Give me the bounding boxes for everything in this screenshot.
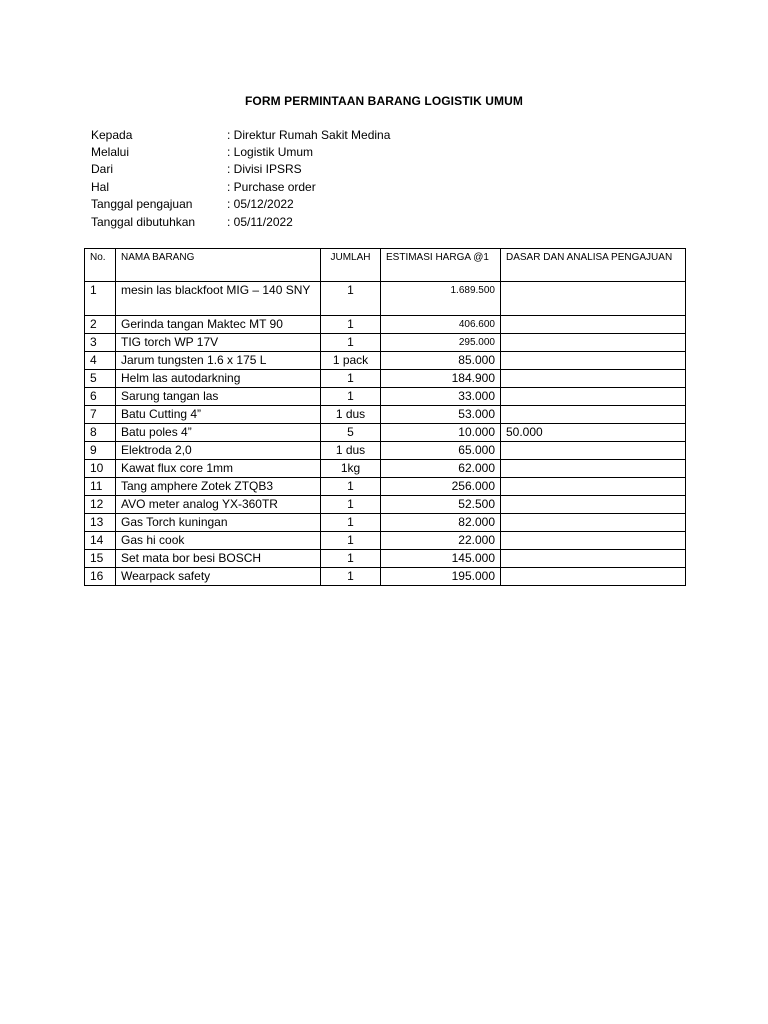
cell-note <box>501 370 686 388</box>
header-name: NAMA BARANG <box>116 249 321 282</box>
table-row <box>85 568 686 586</box>
table-row <box>85 352 686 370</box>
meta-value: : Direktur Rumah Sakit Medina <box>227 127 391 142</box>
table-row <box>85 514 686 532</box>
table-row <box>85 370 686 388</box>
cell-no: 4 <box>85 352 116 370</box>
meta-value: : Divisi IPSRS <box>227 162 302 177</box>
cell-no: 11 <box>85 478 116 496</box>
cell-no: 1 <box>85 282 116 316</box>
cell-price: 65.000 <box>381 442 501 460</box>
cell-note <box>501 496 686 514</box>
cell-note <box>501 514 686 532</box>
table-row <box>85 406 686 424</box>
cell-price: 10.000 <box>381 424 501 442</box>
cell-price: 1.689.500 <box>381 282 501 316</box>
meta-row <box>91 126 390 143</box>
cell-price: 195.000 <box>381 568 501 586</box>
cell-no: 16 <box>85 568 116 586</box>
cell-note <box>501 352 686 370</box>
cell-qty: 1 <box>321 282 381 316</box>
cell-name: Tang amphere Zotek ZTQB3 <box>116 478 321 496</box>
cell-qty: 1 <box>321 388 381 406</box>
table-row <box>85 460 686 478</box>
cell-qty: 1kg <box>321 460 381 478</box>
cell-no: 12 <box>85 496 116 514</box>
cell-qty: 1 <box>321 316 381 334</box>
cell-no: 14 <box>85 532 116 550</box>
cell-name: Batu Cutting 4” <box>116 406 321 424</box>
cell-note <box>501 334 686 352</box>
table-row <box>85 532 686 550</box>
cell-name: Gas Torch kuningan <box>116 514 321 532</box>
cell-name: TIG torch WP 17V <box>116 334 321 352</box>
meta-value: : 05/11/2022 <box>227 214 293 229</box>
cell-name: Elektroda 2,0 <box>116 442 321 460</box>
table-header-row <box>85 249 686 282</box>
cell-no: 6 <box>85 388 116 406</box>
cell-no: 7 <box>85 406 116 424</box>
table-row <box>85 550 686 568</box>
cell-no: 5 <box>85 370 116 388</box>
cell-note <box>501 316 686 334</box>
cell-price: 53.000 <box>381 406 501 424</box>
cell-note <box>501 442 686 460</box>
cell-name: Kawat flux core 1mm <box>116 460 321 478</box>
cell-name: Jarum tungsten 1.6 x 175 L <box>116 352 321 370</box>
form-meta <box>91 126 390 230</box>
cell-name: mesin las blackfoot MIG – 140 SNY <box>116 282 321 316</box>
meta-row <box>91 213 390 230</box>
table-row <box>85 424 686 442</box>
cell-name: AVO meter analog YX-360TR <box>116 496 321 514</box>
cell-qty: 1 <box>321 478 381 496</box>
cell-price: 406.600 <box>381 316 501 334</box>
cell-qty: 1 <box>321 334 381 352</box>
cell-no: 8 <box>85 424 116 442</box>
cell-qty: 1 <box>321 514 381 532</box>
table-row <box>85 442 686 460</box>
cell-no: 2 <box>85 316 116 334</box>
meta-label: Tanggal pengajuan <box>91 197 193 212</box>
table-row <box>85 316 686 334</box>
form-title: FORM PERMINTAAN BARANG LOGISTIK UMUM <box>244 94 524 108</box>
cell-qty: 1 <box>321 370 381 388</box>
meta-label: Melalui <box>91 145 130 160</box>
meta-value: : Logistik Umum <box>227 145 314 160</box>
table-row <box>85 478 686 496</box>
cell-qty: 1 <box>321 496 381 514</box>
cell-note <box>501 568 686 586</box>
table-row <box>85 496 686 514</box>
cell-price: 82.000 <box>381 514 501 532</box>
cell-price: 22.000 <box>381 532 501 550</box>
meta-value: : 05/12/2022 <box>227 197 294 212</box>
cell-note <box>501 406 686 424</box>
cell-no: 9 <box>85 442 116 460</box>
meta-label: Dari <box>91 162 114 177</box>
cell-name: Batu poles 4” <box>116 424 321 442</box>
cell-note <box>501 478 686 496</box>
cell-qty: 5 <box>321 424 381 442</box>
table-row <box>85 388 686 406</box>
cell-price: 62.000 <box>381 460 501 478</box>
meta-value: : Purchase order <box>227 179 316 194</box>
cell-qty: 1 dus <box>321 406 381 424</box>
cell-price: 33.000 <box>381 388 501 406</box>
cell-note <box>501 532 686 550</box>
meta-row <box>91 196 390 213</box>
cell-price: 52.500 <box>381 496 501 514</box>
cell-name: Gerinda tangan Maktec MT 90 <box>116 316 321 334</box>
header-note: DASAR DAN ANALISA PENGAJUAN <box>501 249 686 282</box>
cell-note <box>501 388 686 406</box>
cell-note <box>501 460 686 478</box>
cell-note <box>501 550 686 568</box>
meta-label: Kepada <box>91 127 133 142</box>
cell-name: Wearpack safety <box>116 568 321 586</box>
meta-label: Tanggal dibutuhkan <box>91 214 196 229</box>
cell-name: Set mata bor besi BOSCH <box>116 550 321 568</box>
cell-price: 85.000 <box>381 352 501 370</box>
cell-price: 145.000 <box>381 550 501 568</box>
cell-no: 10 <box>85 460 116 478</box>
cell-name: Gas hi cook <box>116 532 321 550</box>
cell-note: 50.000 <box>501 424 686 442</box>
cell-price: 256.000 <box>381 478 501 496</box>
meta-row <box>91 143 390 160</box>
cell-qty: 1 <box>321 568 381 586</box>
cell-price: 295.000 <box>381 334 501 352</box>
cell-price: 184.900 <box>381 370 501 388</box>
cell-qty: 1 dus <box>321 442 381 460</box>
cell-no: 15 <box>85 550 116 568</box>
header-price: ESTIMASI HARGA @1 <box>381 249 501 282</box>
cell-name: Sarung tangan las <box>116 388 321 406</box>
header-qty: JUMLAH <box>321 249 381 282</box>
table-row <box>85 282 686 316</box>
meta-label: Hal <box>91 179 110 194</box>
cell-name: Helm las autodarkning <box>116 370 321 388</box>
cell-qty: 1 <box>321 532 381 550</box>
table-row <box>85 334 686 352</box>
cell-qty: 1 <box>321 550 381 568</box>
items-table <box>84 248 686 586</box>
meta-row <box>91 178 390 195</box>
cell-note <box>501 282 686 316</box>
cell-no: 3 <box>85 334 116 352</box>
header-no: No. <box>85 249 116 282</box>
meta-row <box>91 161 390 178</box>
cell-qty: 1 pack <box>321 352 381 370</box>
cell-no: 13 <box>85 514 116 532</box>
